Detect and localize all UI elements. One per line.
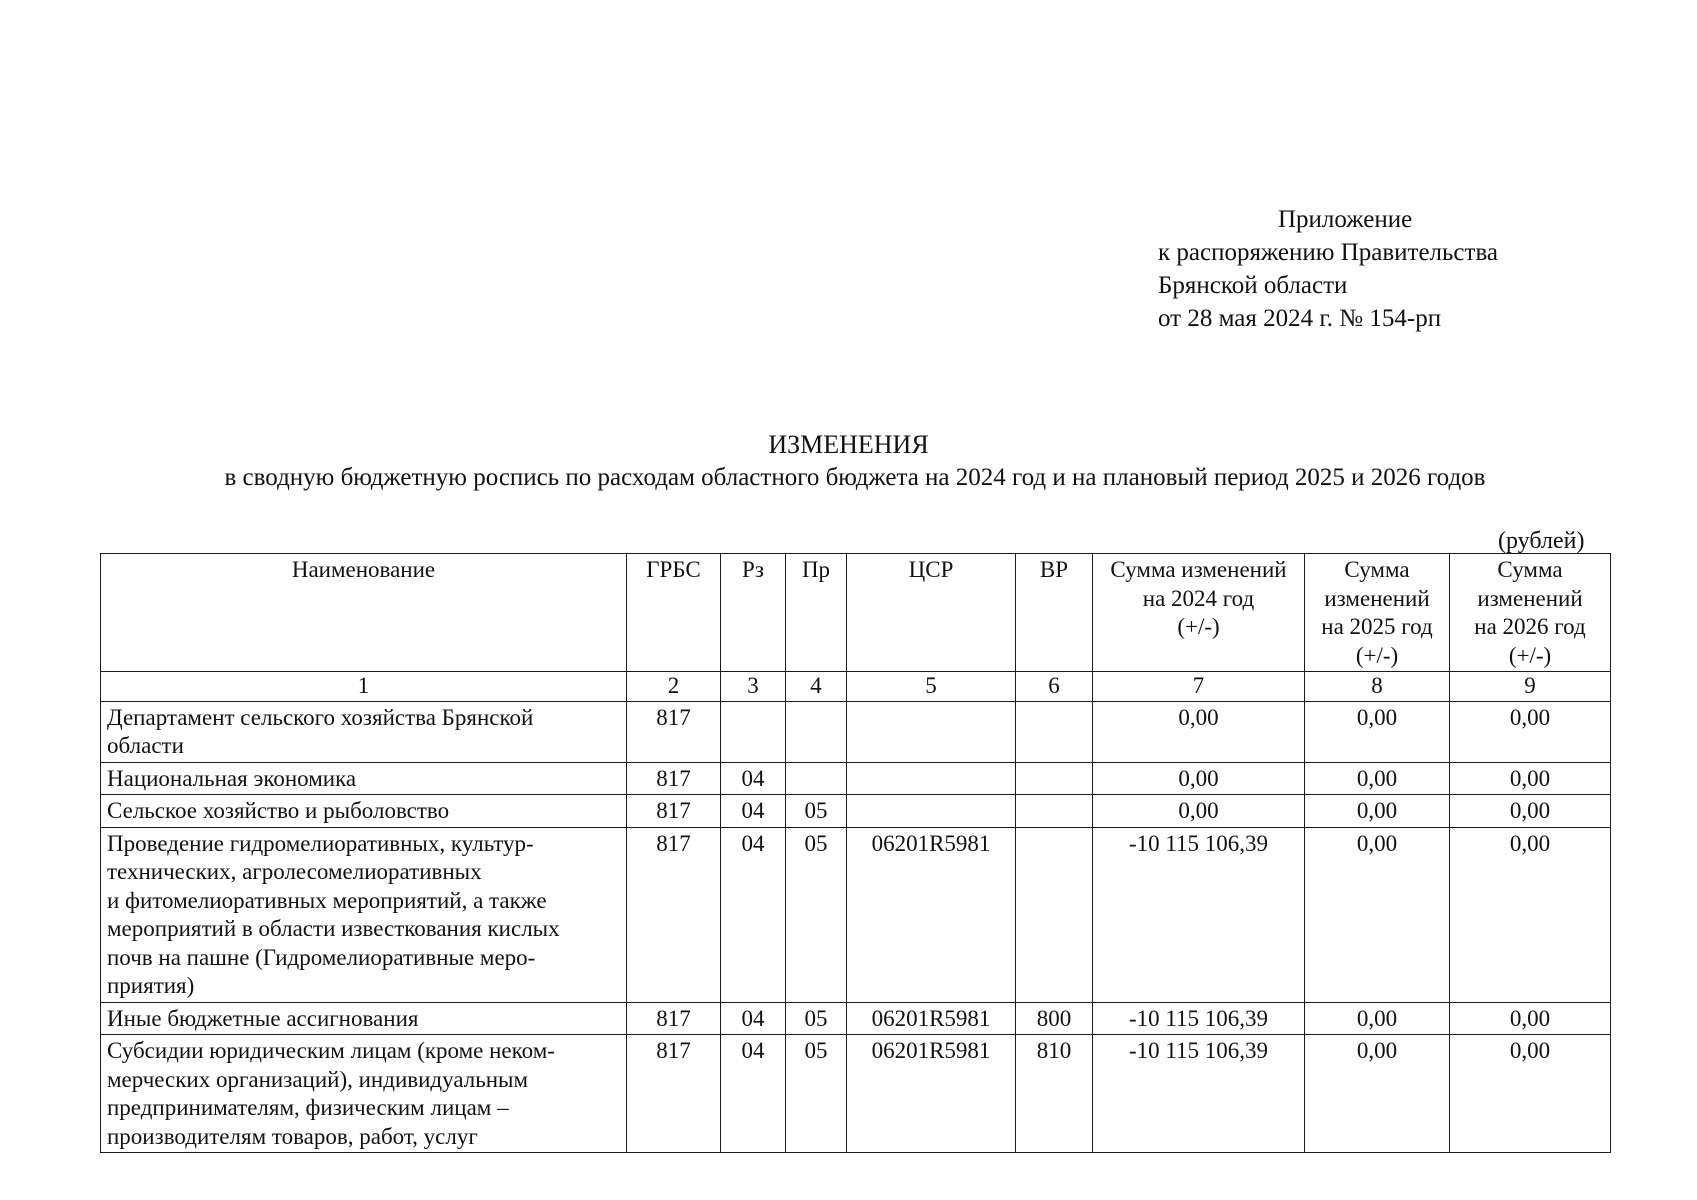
row-name-line: производителям товаров, работ, услуг [107, 1123, 478, 1149]
row-name [101, 701, 627, 762]
header-sum-2026-line: Сумма [1497, 557, 1563, 582]
column-number-row [101, 672, 1611, 702]
row-vr [1016, 795, 1093, 828]
header-sum-2025-line: (+/-) [1355, 642, 1399, 668]
header-sum-2025-line: на 2025 год [1321, 614, 1433, 639]
budget-changes-table [100, 553, 1611, 1153]
row-sum-2026: 0,00 [1450, 1035, 1611, 1153]
row-vr: 800 [1016, 1002, 1093, 1035]
header-row [101, 554, 1611, 672]
row-name-line: предпринимателям, физическим лицам – [107, 1095, 509, 1120]
appendix-line-1: Приложение [1278, 206, 1413, 233]
row-sum-2026: 0,00 [1450, 701, 1611, 762]
row-sum-2024: 0,00 [1093, 701, 1305, 762]
row-sum-2026: 0,00 [1450, 762, 1611, 795]
row-vr: 810 [1016, 1035, 1093, 1153]
row-sum-2024: -10 115 106,39 [1093, 1002, 1305, 1035]
row-name [101, 1002, 627, 1035]
row-sum-2024: -10 115 106,39 [1093, 827, 1305, 1002]
column-number: 9 [1450, 672, 1611, 702]
column-number: 8 [1305, 672, 1450, 702]
header-sum-2026-line: на 2026 год [1474, 614, 1586, 639]
table-row [101, 795, 1611, 828]
header-rz: Рз [721, 554, 786, 672]
column-number: 6 [1016, 672, 1093, 702]
table-row [101, 701, 1611, 762]
document-title: ИЗМЕНЕНИЯ [768, 430, 929, 459]
header-sum-2024-line: на 2024 год [1142, 585, 1255, 611]
row-grbs: 817 [627, 701, 721, 762]
row-name-line: почв на пашне (Гидромелиоративные меро- [107, 944, 536, 970]
row-sum-2025: 0,00 [1305, 1035, 1450, 1153]
row-rz: 04 [721, 762, 786, 795]
header-vr: ВР [1016, 554, 1093, 672]
row-pr: 05 [786, 827, 847, 1002]
header-name: Наименование [101, 554, 627, 672]
row-name-line: Сельское хозяйство и рыболовство [107, 798, 450, 823]
row-pr [786, 762, 847, 795]
row-rz: 04 [721, 827, 786, 1002]
row-name-line: технических, агролесомелиоративных [107, 859, 482, 884]
table-row [101, 1035, 1611, 1153]
row-pr: 05 [786, 795, 847, 828]
row-sum-2026: 0,00 [1450, 795, 1611, 828]
appendix-line-4: от 28 мая 2024 г. № 154-рп [1158, 305, 1442, 332]
row-name-line: Проведение гидромелиоративных, культур- [107, 830, 534, 856]
header-sum-2024 [1093, 554, 1305, 672]
row-pr [786, 701, 847, 762]
row-sum-2024: 0,00 [1093, 762, 1305, 795]
row-grbs: 817 [627, 1035, 721, 1153]
row-sum-2025: 0,00 [1305, 1002, 1450, 1035]
header-sum-2026-line: (+/-) [1508, 642, 1552, 668]
units-label: (рублей) [1498, 528, 1585, 554]
row-grbs: 817 [627, 827, 721, 1002]
row-name-line: Национальная экономика [107, 765, 357, 791]
row-name-line: Субсидии юридическим лицам (кроме неком- [107, 1038, 555, 1063]
row-sum-2025: 0,00 [1305, 762, 1450, 795]
row-sum-2025: 0,00 [1305, 827, 1450, 1002]
header-sum-2025-line: Сумма [1344, 557, 1410, 582]
row-grbs: 817 [627, 1002, 721, 1035]
header-grbs: ГРБС [627, 554, 721, 672]
appendix-line-2: к распоряжению Правительства [1158, 239, 1499, 266]
row-name-line: приятия) [107, 973, 195, 998]
header-csr: ЦСР [847, 554, 1016, 672]
row-csr: 06201R5981 [847, 1035, 1016, 1153]
row-csr [847, 795, 1016, 828]
column-number: 5 [847, 672, 1016, 702]
row-name-line: Иные бюджетные ассигнования [107, 1005, 419, 1031]
row-grbs: 817 [627, 762, 721, 795]
column-number: 2 [627, 672, 721, 702]
row-vr [1016, 762, 1093, 795]
table-row [101, 762, 1611, 795]
header-sum-2024-line: (+/-) [1177, 614, 1220, 639]
column-number: 7 [1093, 672, 1305, 702]
row-sum-2024: 0,00 [1093, 795, 1305, 828]
document-subtitle: в сводную бюджетную роспись по расходам областного бюджета на 2024 год и на плановый период 2025 и 2026 годов [224, 464, 1486, 491]
row-name-line: мерческих организаций), индивидуальным [107, 1066, 529, 1092]
row-pr: 05 [786, 1035, 847, 1153]
header-sum-2025-line: изменений [1324, 585, 1430, 611]
row-name-line: Департамент сельского хозяйства Брянской [107, 704, 534, 730]
row-name-line: мероприятий в области известкования кислых [107, 916, 560, 941]
row-name-line: области [107, 733, 184, 758]
row-csr: 06201R5981 [847, 827, 1016, 1002]
header-sum-2026-line: изменений [1477, 585, 1583, 611]
row-sum-2024: -10 115 106,39 [1093, 1035, 1305, 1153]
row-csr [847, 701, 1016, 762]
row-sum-2025: 0,00 [1305, 701, 1450, 762]
appendix-line-3: Брянской области [1158, 272, 1348, 299]
row-rz: 04 [721, 1035, 786, 1153]
row-rz: 04 [721, 1002, 786, 1035]
row-vr [1016, 827, 1093, 1002]
row-name [101, 827, 627, 1002]
row-name [101, 795, 627, 828]
row-name [101, 762, 627, 795]
row-name-line: и фитомелиоративных мероприятий, а также [107, 887, 547, 913]
table-row [101, 827, 1611, 1002]
header-pr: Пр [786, 554, 847, 672]
row-sum-2025: 0,00 [1305, 795, 1450, 828]
row-pr: 05 [786, 1002, 847, 1035]
row-grbs: 817 [627, 795, 721, 828]
row-csr [847, 762, 1016, 795]
column-number: 4 [786, 672, 847, 702]
column-number: 1 [101, 672, 627, 702]
row-rz [721, 701, 786, 762]
appendix-block [1158, 203, 1498, 335]
row-csr: 06201R5981 [847, 1002, 1016, 1035]
table-row [101, 1002, 1611, 1035]
row-sum-2026: 0,00 [1450, 1002, 1611, 1035]
header-sum-2024-line: Сумма изменений [1110, 557, 1287, 582]
header-sum-2026 [1450, 554, 1611, 672]
row-name [101, 1035, 627, 1153]
row-sum-2026: 0,00 [1450, 827, 1611, 1002]
header-sum-2025 [1305, 554, 1450, 672]
row-vr [1016, 701, 1093, 762]
column-number: 3 [721, 672, 786, 702]
row-rz: 04 [721, 795, 786, 828]
